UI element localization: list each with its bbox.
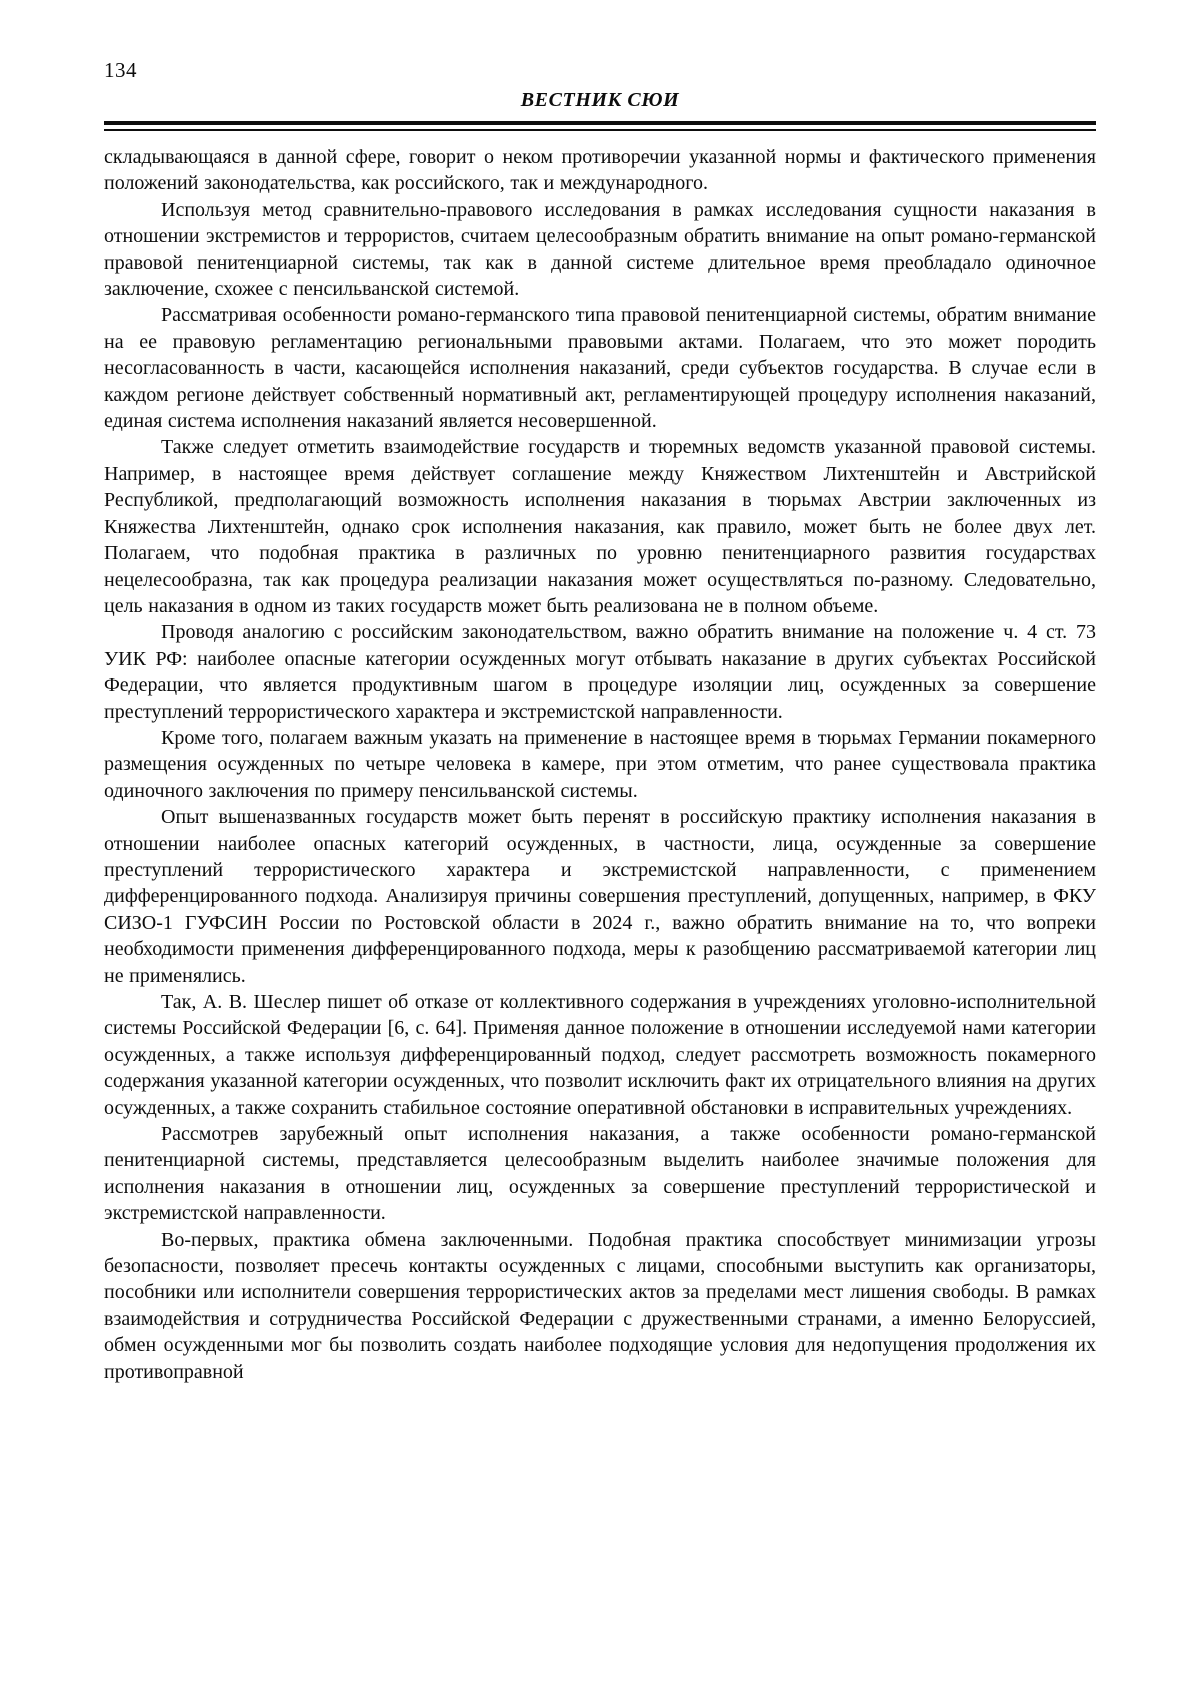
paragraph: Используя метод сравнительно-правового исследования в рамках исследования сущности наказания в отношении экстремистов и террористов, считаем целесообразным обратить внимание на опыт романо-германской правовой пенитенциарной системы, так как в данной системе длительное время преобладало одиночное заключение, схожее с пенсильванской системой. — [104, 198, 1096, 301]
running-head-title: ВЕСТНИК СЮИ — [520, 89, 680, 111]
paragraph: складывающаяся в данной сфере, говорит о неком противоречии указанной нормы и фактического применения положений законодательства, как российского, так и международного. — [104, 146, 1096, 195]
page-header — [104, 58, 1096, 131]
paragraph: Также следует отметить взаимодействие государств и тюремных ведомств указанной правовой системы. Например, в настоящее время действует соглашение между Княжеством Лихтенштейн и Австрийской Республикой, предполагающий возможность исполнения наказания в тюрьмах Австрии заключенных из Княжества Лихтенштейн, однако срок исполнения наказания, как правило, может быть не более двух лет. Полагаем, что подобная практика в различных по уровню пенитенциарного развития государствах нецелесообразна, так как процедура реализации наказания может осуществляться по-разному. Следовательно, цель наказания в одном из таких государств может быть реализована не в полном объеме. — [104, 436, 1096, 617]
article-text — [104, 144, 1096, 1385]
paragraph: Рассматривая особенности романо-германского типа правовой пенитенциарной системы, обратим внимание на ее правовую регламентацию региональными правовыми актами. Полагаем, что это может породить несогласованность в части, касающейся исполнения наказаний, среди субъектов государства. В случае если в каждом регионе действует собственный нормативный акт, регламентирующей процедуру исполнения наказаний, единая система исполнения наказаний является несовершенной. — [104, 304, 1096, 433]
paragraph: Рассмотрев зарубежный опыт исполнения наказания, а также особенности романо-германской пенитенциарной системы, представляется целесообразным выделить наиболее значимые положения для исполнения наказания в отношении лиц, осужденных за совершение преступлений террористической и экстремистской направленности. — [104, 1123, 1096, 1225]
paragraph: Так, А. В. Шеслер пишет об отказе от коллективного содержания в учреждениях уголовно-исполнительной системы Российской Федерации [6, с. 64]. Применяя данное положение в отношении исследуемой нами категории осужденных, а также используя дифференцированный подход, следует рассмотреть возможность покамерного содержания указанной категории осужденных, что позволит исключить факт их отрицательного влияния на других осужденных, а также сохранить стабильное состояние оперативной обстановки в исправительных учреждениях. — [104, 991, 1096, 1119]
paragraph: Проводя аналогию с российским законодательством, важно обратить внимание на положение ч. 4 ст. 73 УИК РФ: наиболее опасные категории осужденных могут отбывать наказание в других субъектах Российской Федерации, что является продуктивным шагом в процедуре изоляции лиц, осужденных за совершение преступлений террористического характера и экстремистской направленности. — [104, 621, 1096, 723]
paragraph: Кроме того, полагаем важным указать на применение в настоящее время в тюрьмах Германии покамерного размещения осужденных по четыре человека в камере, при этом отметим, что ранее существовала практика одиночного заключения по примеру пенсильванской системы. — [104, 726, 1096, 802]
paragraph: Опыт вышеназванных государств может быть перенят в российскую практику исполнения наказания в отношении наиболее опасных категорий осужденных, в частности, лица, осужденные за совершение преступлений террористического характера и экстремистской направленности, с применением дифференцированного подхода. Анализируя причины совершения преступлений, допущенных, например, в ФКУ СИЗО-1 ГУФСИН России по Ростовской области в 2024 г., важно обратить внимание на то, что вопреки необходимости применения дифференцированного подхода, меры к разобщению рассматриваемой категории лиц не применялись. — [104, 806, 1096, 987]
page-number: 134 — [104, 58, 137, 82]
paragraph: Во-первых, практика обмена заключенными. Подобная практика способствует минимизации угрозы безопасности, позволяет пресечь контакты осужденных с лицами, способными выступить как организаторы, пособники или исполнители совершения террористических актов за пределами мест лишения свободы. В рамках взаимодействия и сотрудничества Российской Федерации с дружественными странами, а именно Белоруссией, обмен осужденными мог бы позволить создать наиболее подходящие условия для недопущения продолжения их противоправной — [104, 1228, 1096, 1383]
header-double-rule — [104, 121, 1096, 131]
